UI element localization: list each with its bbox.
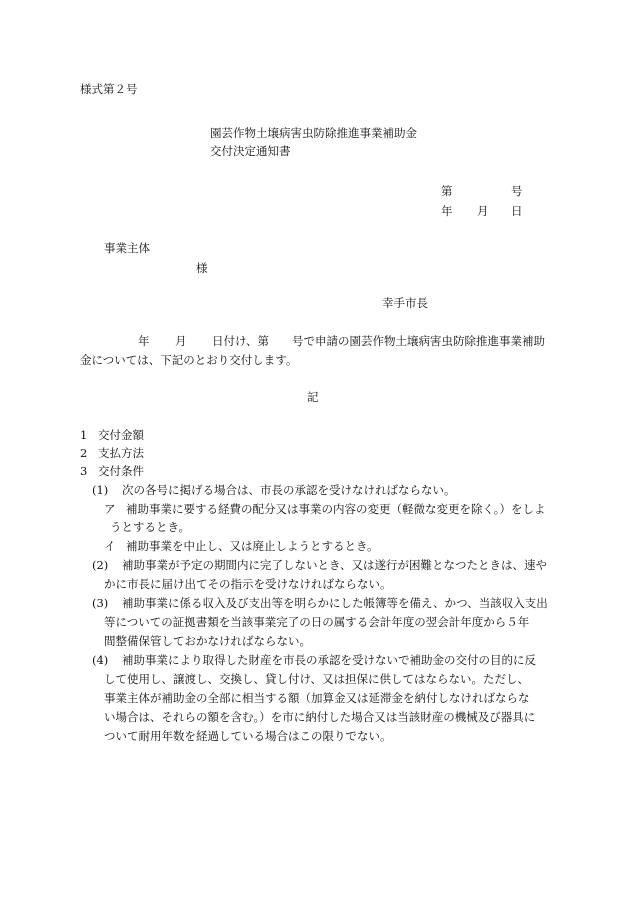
form-number: 様式第２号 — [80, 82, 138, 96]
subcondition-text: 補助事業に要する経費の配分又は事業の内容の変更（軽微な変更を除く。）をしよ — [126, 502, 546, 516]
condition-number: (4) — [92, 653, 109, 667]
condition-text: 補助事業により取得した財産を市長の承認を受けないで補助金の交付の目的に反 — [122, 653, 536, 667]
condition-text: 間整備保管しておかなければならない。 — [104, 634, 311, 648]
condition-text: 補助事業に係る収入及び支出等を明らかにした帳簿等を備え、かつ、当該収入支出 — [122, 596, 548, 610]
ki-heading: 記 — [307, 390, 319, 404]
item-label-conditions: 交付条件 — [98, 464, 144, 478]
condition-number: (3) — [92, 596, 109, 610]
date-month: 月 — [477, 204, 489, 218]
document-title-line1: 園芸作物土壌病害虫防除推進事業補助金 — [210, 126, 417, 140]
condition-text: い場合は、それらの額を含む。）を市に納付した場合又は当該財産の機械及び器具に — [104, 710, 536, 724]
sender-name: 幸手市長 — [382, 296, 428, 310]
reference-number-suffix: 号 — [511, 184, 523, 198]
document-title-line2: 交付決定通知書 — [210, 144, 291, 158]
body-month: 月 — [175, 334, 187, 348]
condition-text: 事業主体が補助金の全部に相当する額（加算金又は延滞金を納付しなければならな — [104, 691, 530, 705]
addressee-label: 事業主体 — [104, 241, 150, 255]
item-number: 1 — [80, 428, 88, 442]
item-number: 2 — [80, 446, 88, 460]
item-number: 3 — [80, 464, 88, 478]
date-day: 日 — [511, 204, 523, 218]
condition-text: 等についての証拠書類を当該事業完了の日の属する会計年度の翌会計年度から５年 — [104, 615, 530, 629]
subcondition-text: 補助事業を中止し、又は廃止しようとするとき。 — [126, 539, 379, 553]
condition-text: 次の各号に掲げる場合は、市長の承認を受けなければならない。 — [122, 483, 456, 497]
body-year: 年 — [138, 334, 150, 348]
item-label-payment-method: 支払方法 — [98, 446, 144, 460]
date-year: 年 — [441, 204, 453, 218]
body-line2: 金については、下記のとおり交付します。 — [80, 353, 298, 367]
condition-text: かに市長に届け出てその指示を受けなければならない。 — [104, 577, 392, 591]
subcondition-text: うとするとき。 — [110, 520, 191, 534]
condition-text: して使用し、譲渡し、交換し、貸し付け、又は担保に供してはならない。ただし、 — [104, 672, 530, 686]
condition-number: (2) — [92, 558, 109, 572]
subcondition-marker: イ — [104, 539, 116, 553]
condition-text: 補助事業が予定の期間内に完了しないとき、又は遂行が困難となつたときは、速や — [122, 558, 548, 572]
condition-text: ついて耐用年数を経過している場合はこの限りでない。 — [104, 729, 392, 743]
item-label-grant-amount: 交付金額 — [98, 428, 144, 442]
condition-number: (1) — [92, 483, 109, 497]
body-line1-rest: 日付け、第 号で申請の園芸作物土壌病害虫防除推進事業補助 — [212, 334, 546, 348]
subcondition-marker: ア — [104, 502, 116, 516]
reference-number-prefix: 第 — [441, 184, 453, 198]
addressee-honorific: 様 — [196, 261, 208, 275]
